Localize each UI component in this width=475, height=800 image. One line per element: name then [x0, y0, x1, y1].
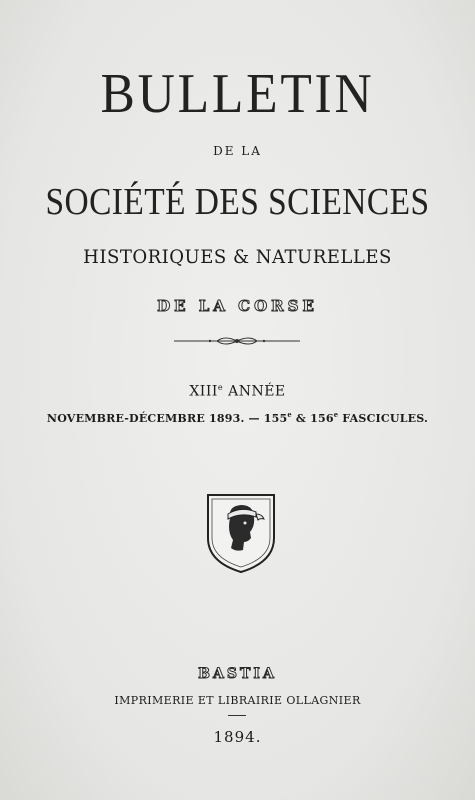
moor-head-crest-icon: [204, 492, 278, 574]
historiques-subtitle: HISTORIQUES & NATURELLES: [83, 246, 392, 268]
annee-prefix: XIII: [189, 383, 218, 400]
de-la-text: DE LA: [213, 144, 262, 158]
annee-suffix: ANNÉE: [223, 383, 286, 400]
city-name: BASTIA: [198, 666, 277, 682]
printer-name: IMPRIMERIE ET LIBRAIRIE OLLAGNIER: [114, 694, 361, 707]
fasc-sup-2: e: [333, 410, 339, 419]
annee-line: [0, 383, 475, 400]
ornament-divider-icon: [172, 334, 302, 348]
fasc-mid: & 156: [291, 410, 334, 425]
fasc-sup-1: e: [287, 410, 292, 419]
bulletin-title: BULLETIN: [100, 63, 375, 125]
de-la-corse-text: DE LA CORSE: [157, 297, 318, 315]
fascicules-line: [10, 410, 466, 425]
annee-sup: e: [217, 383, 224, 392]
show-through-text: [0, 126, 475, 139]
small-divider: [228, 715, 246, 716]
fasc-end: FASCICULES.: [338, 410, 429, 425]
societe-title: SOCIÉTÉ DES SCIENCES: [45, 181, 430, 223]
months-text: NOVEMBRE-DÉCEMBRE 1893. — 155: [46, 410, 288, 425]
publication-year: 1894.: [213, 728, 262, 746]
